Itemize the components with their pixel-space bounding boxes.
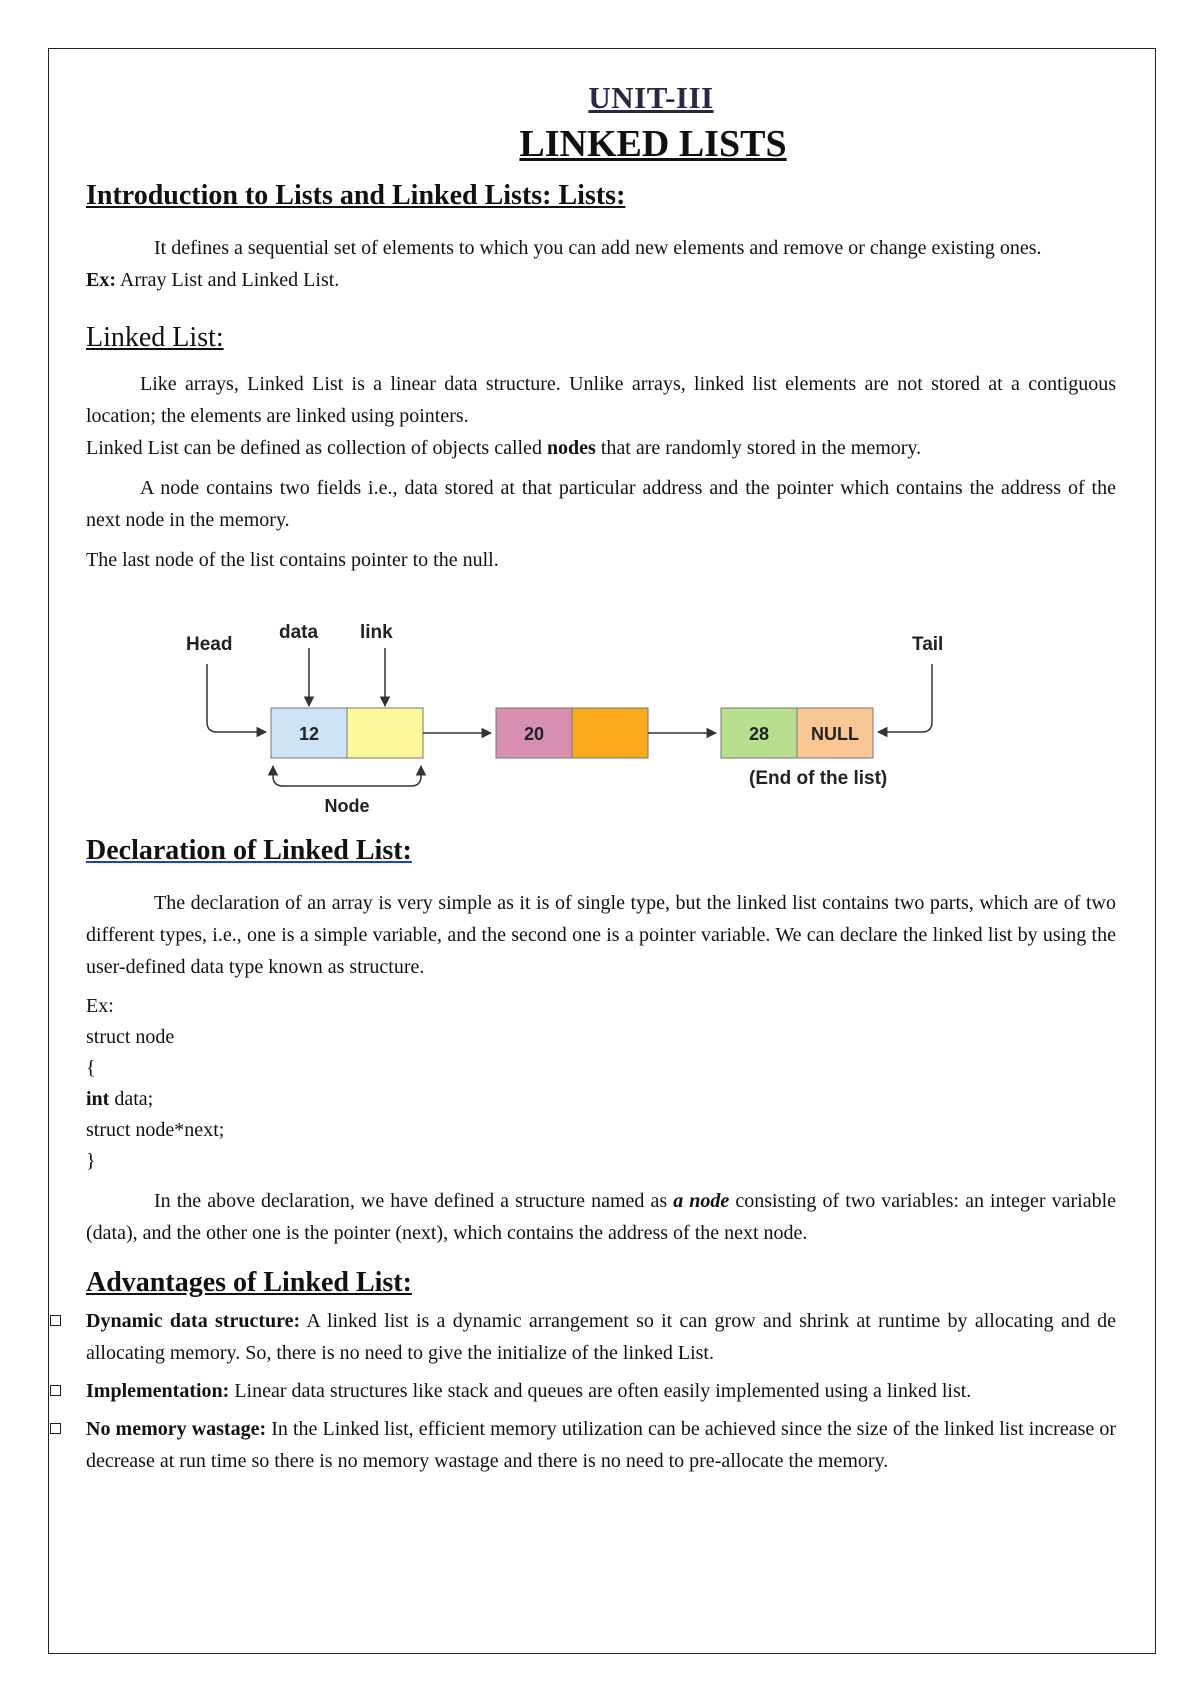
explanation-pre: In the above declaration, we have defined a structure named as [154, 1190, 674, 1212]
intro-example [86, 264, 1116, 296]
checkbox-bullet-icon [50, 1385, 61, 1396]
tail-label: Tail [912, 634, 944, 655]
head-label: Head [186, 634, 233, 655]
node-bracket [273, 766, 421, 786]
node3-value: 28 [748, 724, 770, 744]
advantage-term: Implementation: [86, 1380, 230, 1402]
declaration-heading: Declaration of Linked List: [86, 835, 412, 866]
unit-title: UNIT-III [588, 80, 714, 115]
advantages-list [86, 1305, 1116, 1477]
checkbox-bullet-icon [50, 1315, 61, 1326]
nodes-term: nodes [546, 437, 596, 459]
tail-pointer-arrow [878, 664, 932, 732]
declaration-explanation [86, 1185, 1116, 1249]
code-line-1: struct node [86, 1026, 175, 1048]
node-caption: Node [324, 796, 370, 816]
node2-value: 20 [523, 724, 545, 744]
advantage-text: A linked list is a dynamic arrangement so it can grow and shrink at runtime by allocating and de allocating memory. So, there is no need to give the initialize of the linked List. [86, 1310, 1116, 1364]
linked-list-heading: Linked List: [86, 322, 224, 353]
node1-link-cell [347, 708, 423, 758]
chapter-title: LINKED LISTS [519, 123, 787, 165]
para2-post: that are randomly stored in the memory. [595, 437, 922, 459]
advantage-text: Linear data structures like stack and queues are often easily implemented using a linked list. [229, 1380, 972, 1402]
head-pointer-arrow [207, 664, 266, 732]
code-line-2: { [86, 1057, 96, 1079]
linked-list-para-3: A node contains two fields i.e., data stored at that particular address and the pointer which contains the address of the next node in the memory. [86, 477, 1116, 531]
null-label: NULL [811, 724, 859, 744]
int-keyword: int [86, 1088, 110, 1110]
code-line-4: struct node*next; [86, 1119, 225, 1141]
code-example [86, 991, 1116, 1177]
node2-link-cell [572, 708, 648, 758]
linked-list-para-2 [86, 432, 1116, 464]
code-line-5: } [86, 1150, 96, 1172]
linked-list-para-1: Like arrays, Linked List is a linear data structure. Unlike arrays, linked list elements are not stored at a contiguous location; the elements are linked using pointers. [86, 373, 1116, 427]
code-line-3-rest: data; [109, 1088, 154, 1110]
advantage-item [86, 1413, 1116, 1477]
advantage-item [86, 1375, 1116, 1407]
document-body [86, 80, 1116, 1477]
a-node-term: a node [673, 1190, 730, 1212]
example-label: Ex: [86, 269, 116, 291]
explanation-post: consisting of two variables: an integer variable (data), and the other one is the pointer (next), which contains the address of the next node. [86, 1190, 1117, 1244]
advantage-term: No memory wastage: [86, 1418, 267, 1440]
intro-paragraph: It defines a sequential set of elements to which you can add new elements and remove or change existing ones. [154, 237, 1042, 259]
ex-label: Ex: [86, 995, 114, 1017]
end-of-list-caption: (End of the list) [749, 768, 888, 789]
data-label: data [279, 622, 319, 643]
advantage-text: In the Linked list, efficient memory utilization can be achieved since the size of the linked list increase or decrease at run time so there is no memory wastage and there is no need to pre-allocate the memory. [86, 1418, 1116, 1472]
linked-list-diagram [86, 600, 1116, 830]
advantages-heading: Advantages of Linked List: [86, 1267, 412, 1298]
linked-list-para-4: The last node of the list contains pointer to the null. [86, 549, 499, 571]
checkbox-bullet-icon [50, 1423, 61, 1434]
para2-pre: Linked List can be defined as collection of objects called [86, 437, 547, 459]
advantage-item [86, 1305, 1116, 1369]
link-label: link [360, 622, 393, 643]
declaration-paragraph: The declaration of an array is very simple as it is of single type, but the linked list contains two parts, which are of two different types, i.e., one is a simple variable, and the second one is a pointer variable. We can declare the linked list by using the user-defined data type known as structure. [86, 892, 1116, 978]
node1-value: 12 [298, 724, 320, 744]
example-text: Array List and Linked List. [116, 269, 340, 291]
intro-heading: Introduction to Lists and Linked Lists: Lists: [86, 180, 626, 211]
code-line-3 [86, 1084, 1116, 1115]
advantage-term: Dynamic data structure: [86, 1310, 301, 1332]
